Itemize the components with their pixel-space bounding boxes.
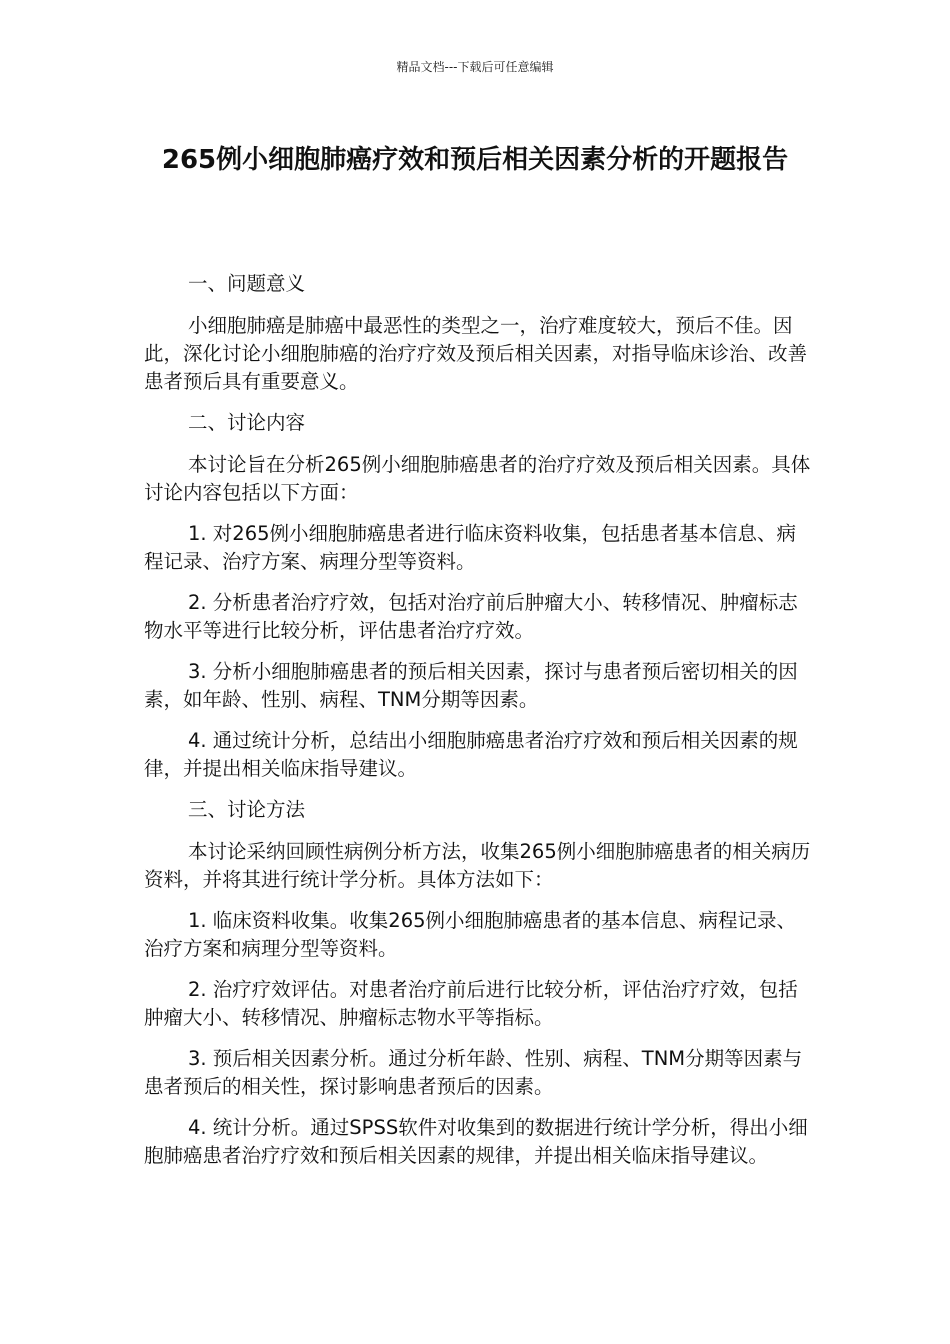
section-heading-significance: 一、问题意义	[188, 272, 306, 295]
list-item-content-2: 2. 分析患者治疗疗效，包括对治疗前后肿瘤大小、转移情况、肿瘤标志物水平等进行比较分析，评估患者治疗疗效。	[144, 591, 798, 642]
section-heading-method: 三、讨论方法	[188, 798, 306, 821]
list-item-method-1: 1. 临床资料收集。收集265例小细胞肺癌患者的基本信息、病程记录、治疗方案和病理分型等资料。	[144, 909, 797, 960]
list-item-method-2: 2. 治疗疗效评估。对患者治疗前后进行比较分析，评估治疗疗效，包括肿瘤大小、转移情况、肿瘤标志物水平等指标。	[144, 978, 798, 1029]
list-item-method-4: 4. 统计分析。通过SPSS软件对收集到的数据进行统计学分析，得出小细胞肺癌患者治疗疗效和预后相关因素的规律，并提出相关临床指导建议。	[144, 1116, 808, 1167]
header-note: 精品文档---下载后可任意编辑	[396, 60, 554, 74]
list-item-method-3: 3. 预后相关因素分析。通过分析年龄、性别、病程、TNM分期等因素与患者预后的相关性，探讨影响患者预后的因素。	[144, 1047, 803, 1098]
section-heading-content: 二、讨论内容	[188, 411, 306, 434]
list-item-content-1: 1. 对265例小细胞肺癌患者进行临床资料收集，包括患者基本信息、病程记录、治疗方案、病理分型等资料。	[144, 522, 797, 573]
document-title: 265例小细胞肺癌疗效和预后相关因素分析的开题报告	[161, 145, 789, 175]
document-body	[144, 270, 812, 1183]
paragraph-significance: 小细胞肺癌是肺癌中最恶性的类型之一，治疗难度较大，预后不佳。因此，深化讨论小细胞肺癌的治疗疗效及预后相关因素，对指导临床诊治、改善患者预后具有重要意义。	[144, 314, 808, 393]
list-item-content-4: 4. 通过统计分析，总结出小细胞肺癌患者治疗疗效和预后相关因素的规律，并提出相关临床指导建议。	[144, 729, 798, 780]
list-item-content-3: 3. 分析小细胞肺癌患者的预后相关因素，探讨与患者预后密切相关的因素，如年龄、性别、病程、TNM分期等因素。	[144, 660, 798, 711]
paragraph-content-intro: 本讨论旨在分析265例小细胞肺癌患者的治疗疗效及预后相关因素。具体讨论内容包括以下方面：	[144, 453, 811, 504]
paragraph-method-intro: 本讨论采纳回顾性病例分析方法，收集265例小细胞肺癌患者的相关病历资料，并将其进行统计学分析。具体方法如下：	[144, 840, 811, 891]
